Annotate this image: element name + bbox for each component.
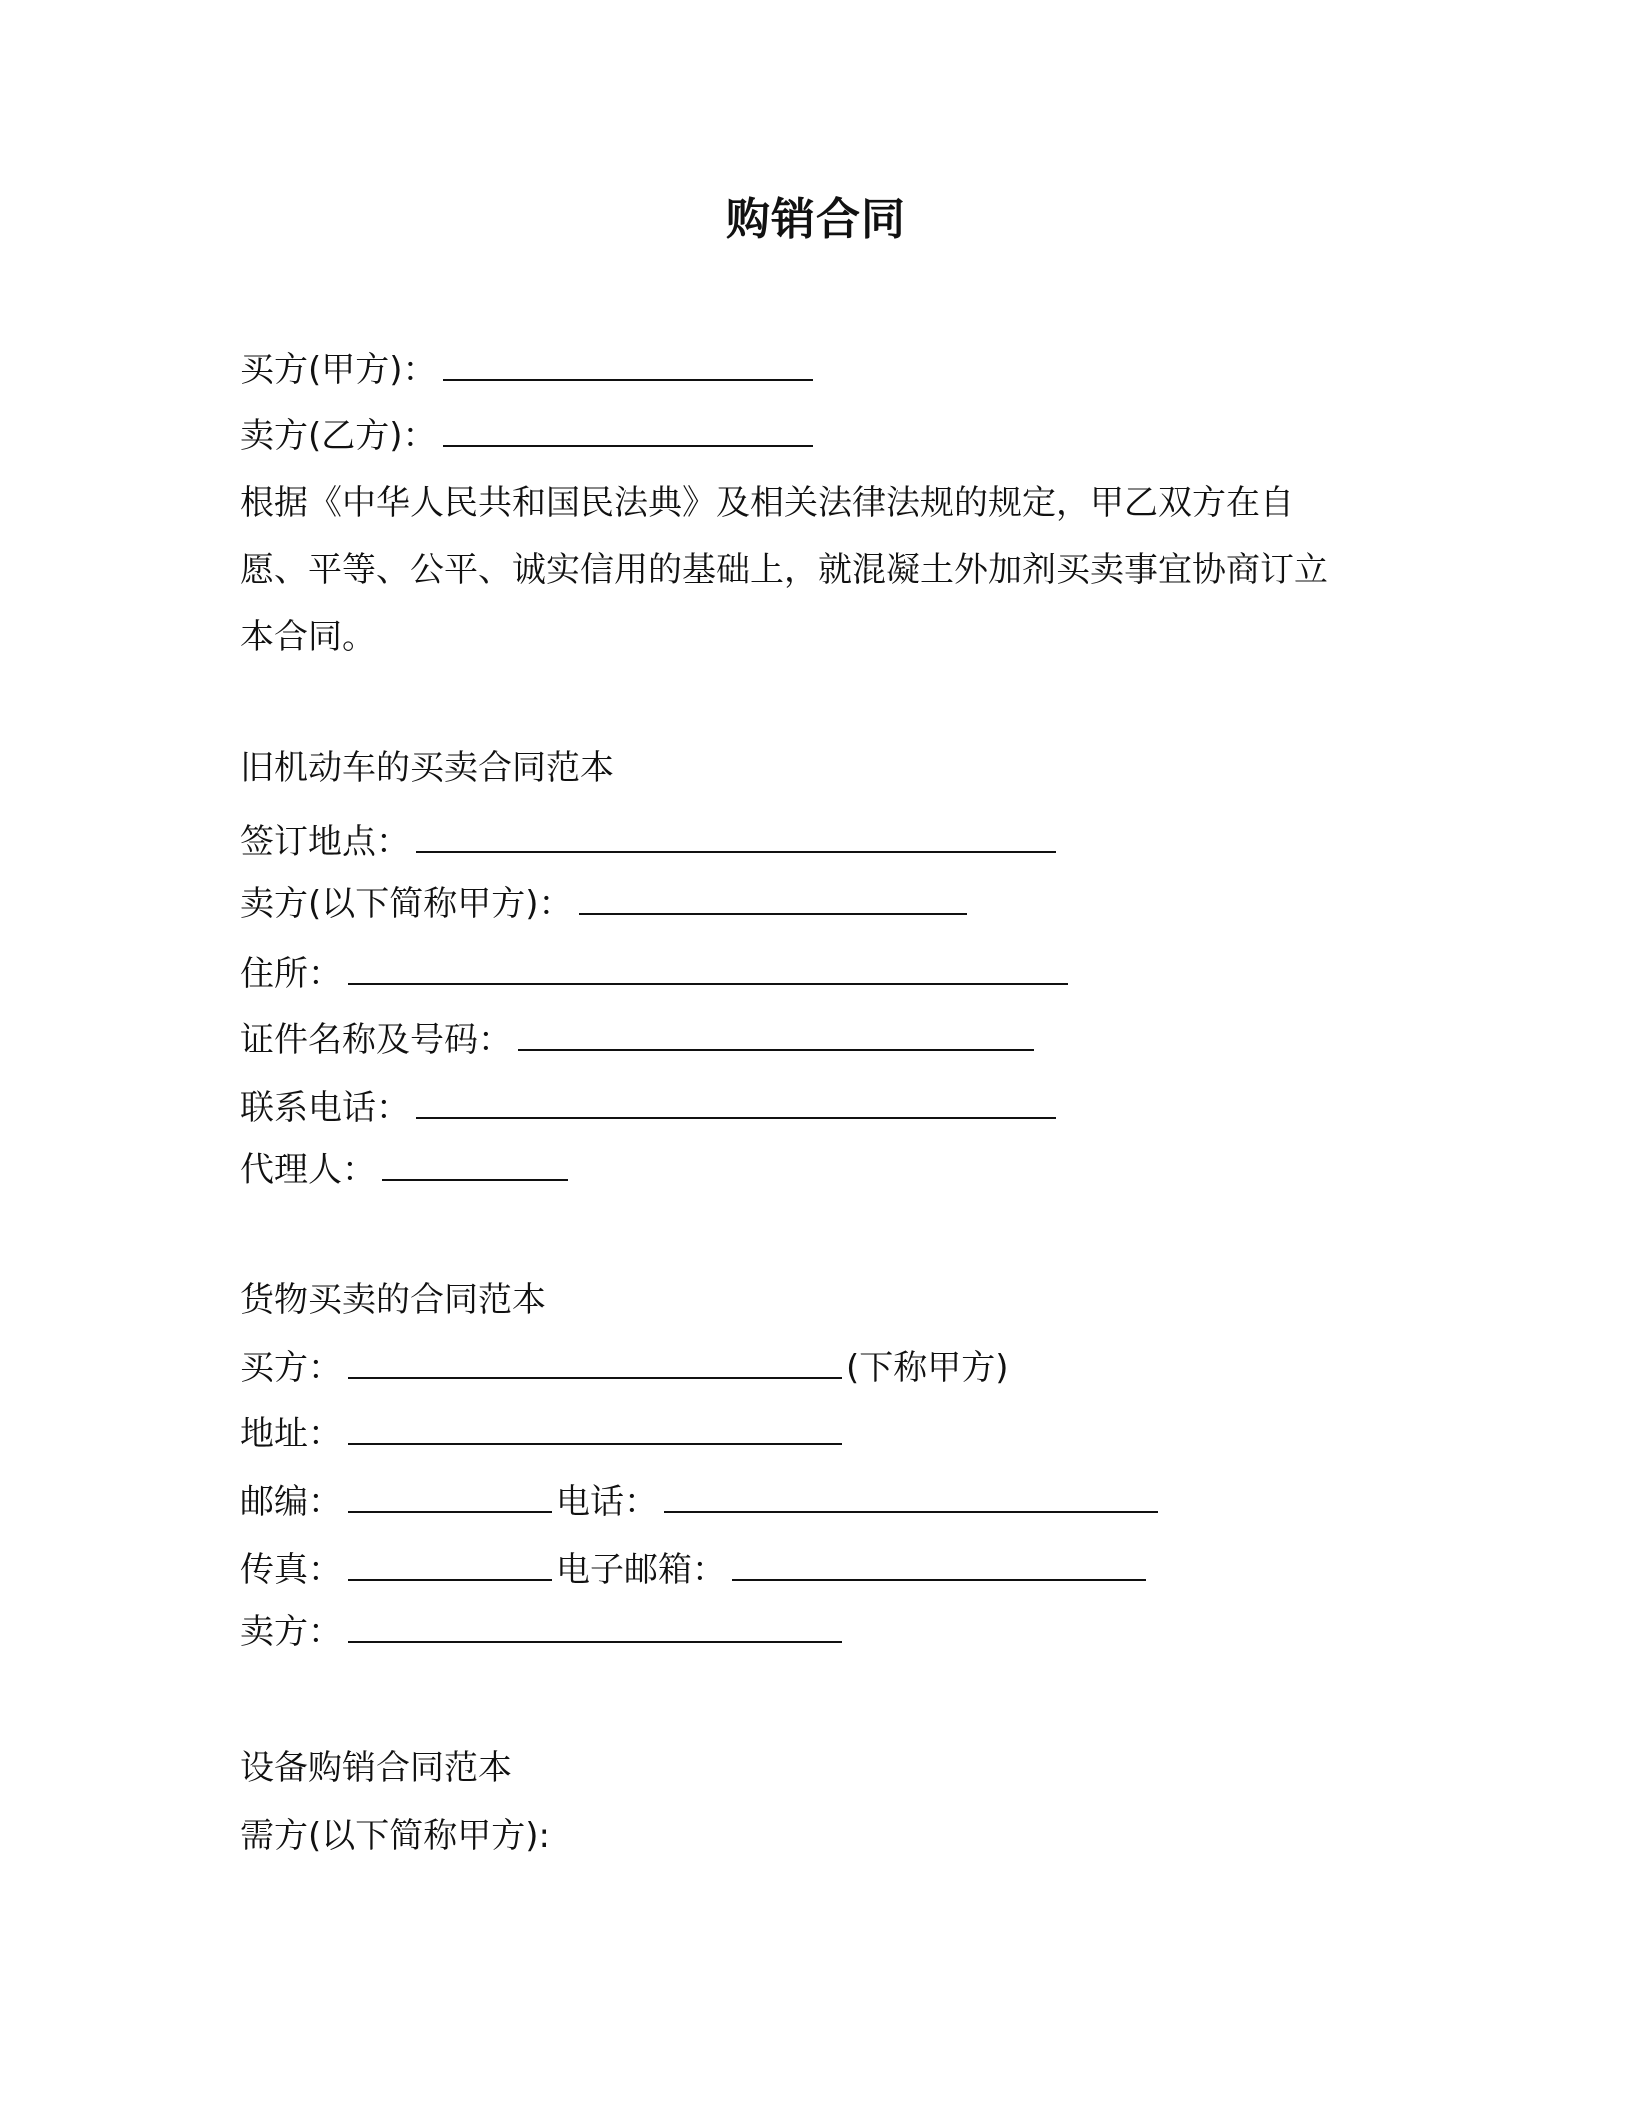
vehicle-phone-line — [240, 1084, 1056, 1132]
vehicle-phone-blank[interactable] — [416, 1116, 1056, 1119]
postcode-label: 邮编： — [240, 1482, 342, 1522]
equipment-heading: 设备购销合同范本 — [240, 1748, 512, 1788]
goods-address-blank[interactable] — [348, 1442, 842, 1445]
goods-buyer-suffix: (下称甲方) — [846, 1348, 1009, 1388]
buyer-party-blank[interactable] — [443, 378, 813, 381]
goods-heading: 货物买卖的合同范本 — [240, 1280, 546, 1320]
seller-party-blank[interactable] — [443, 444, 813, 447]
goods-phone-blank[interactable] — [664, 1510, 1158, 1513]
goods-buyer-label: 买方： — [240, 1348, 342, 1388]
goods-buyer-blank[interactable] — [348, 1376, 842, 1379]
vehicle-phone-label: 联系电话： — [240, 1088, 410, 1128]
postcode-blank[interactable] — [348, 1510, 552, 1513]
agent-label: 代理人： — [240, 1150, 376, 1190]
vehicle-seller-blank[interactable] — [579, 912, 967, 915]
agent-line — [240, 1146, 568, 1194]
id-blank[interactable] — [518, 1048, 1034, 1051]
buyer-party-line — [240, 346, 813, 394]
postcode-phone-line — [240, 1478, 1158, 1526]
sign-place-label: 签订地点： — [240, 822, 410, 862]
demand-party-label: 需方(以下简称甲方): — [240, 1816, 550, 1856]
residence-line — [240, 950, 1068, 998]
goods-phone-label: 电话： — [556, 1482, 658, 1522]
residence-blank[interactable] — [348, 982, 1068, 985]
demand-party-line — [240, 1812, 550, 1860]
sign-place-blank[interactable] — [416, 850, 1056, 853]
vehicle-seller-line — [240, 880, 967, 928]
goods-seller-line — [240, 1608, 842, 1656]
vehicle-seller-label: 卖方(以下简称甲方)： — [240, 884, 573, 924]
buyer-party-label: 买方(甲方)： — [240, 350, 437, 390]
email-label: 电子邮箱： — [556, 1550, 726, 1590]
agent-blank[interactable] — [382, 1178, 568, 1181]
document-title: 购销合同 — [726, 194, 906, 245]
goods-seller-blank[interactable] — [348, 1640, 842, 1643]
fax-email-line — [240, 1546, 1146, 1594]
seller-party-label: 卖方(乙方)： — [240, 416, 437, 456]
goods-address-label: 地址： — [240, 1414, 342, 1454]
goods-seller-label: 卖方： — [240, 1612, 342, 1652]
email-blank[interactable] — [732, 1578, 1146, 1581]
goods-buyer-line — [240, 1344, 1009, 1392]
sign-place-line — [240, 818, 1056, 866]
seller-party-line — [240, 412, 813, 460]
intro-paragraph: 根据《中华人民共和国民法典》及相关法律法规的规定，甲乙双方在自愿、平等、公平、诚实信用的基础上，就混凝土外加剂买卖事宜协商订立本合同。 — [240, 483, 1328, 657]
fax-blank[interactable] — [348, 1578, 552, 1581]
id-label: 证件名称及号码： — [240, 1020, 512, 1060]
residence-label: 住所： — [240, 954, 342, 994]
used-vehicle-heading: 旧机动车的买卖合同范本 — [240, 748, 614, 788]
goods-address-line — [240, 1410, 842, 1458]
fax-label: 传真： — [240, 1550, 342, 1590]
id-line — [240, 1016, 1034, 1064]
